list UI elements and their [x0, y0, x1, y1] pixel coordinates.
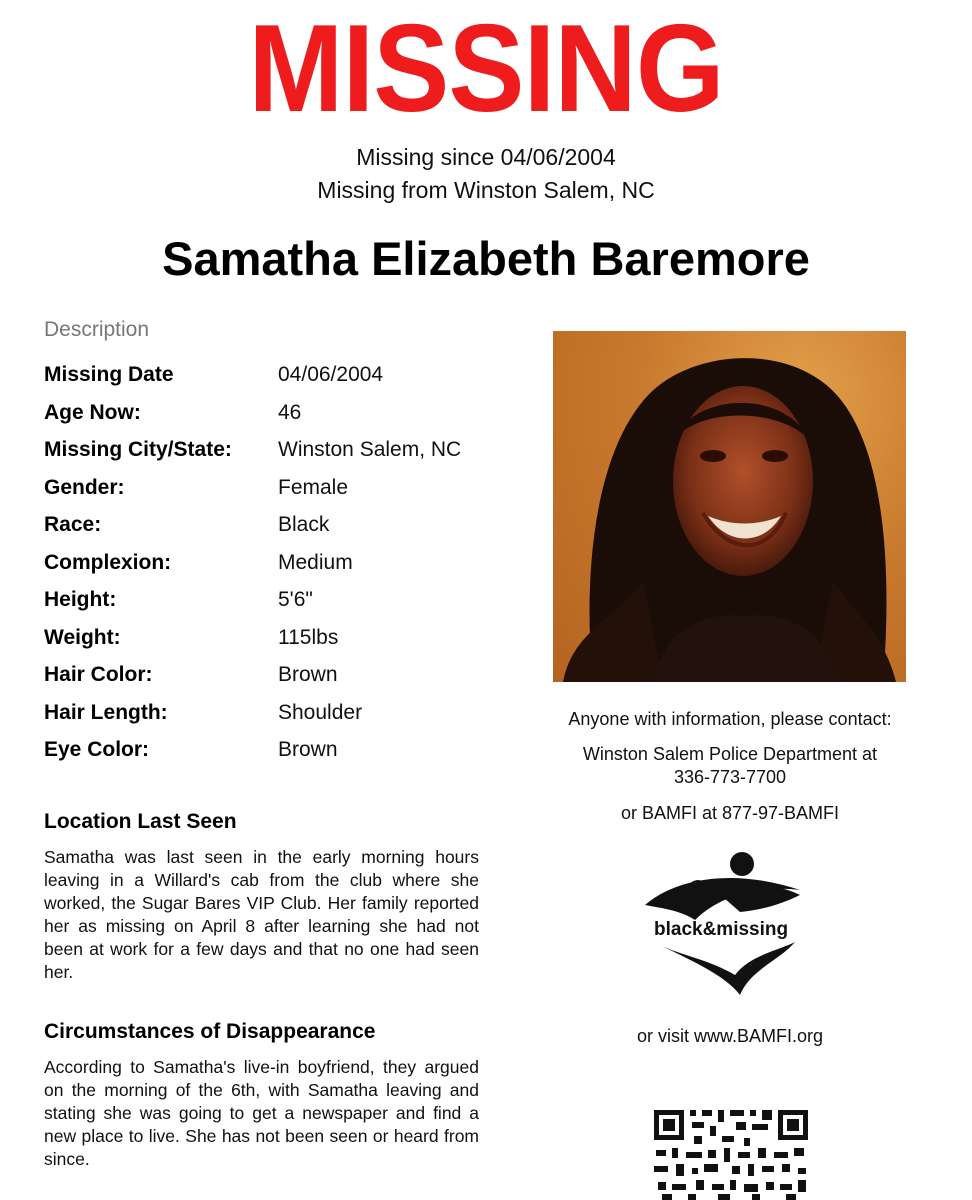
location-text: Samatha was last seen in the early morning hours leaving in a Willard's cab from the club where she worked, the Sugar Bares VIP Club. Her family reported her as missing on April 8 after learning she had not been at work for a few days and that no one had seen her.: [44, 847, 479, 982]
detail-value: Black: [278, 513, 330, 536]
detail-value: Brown: [278, 663, 338, 686]
logo-text: black&missing: [654, 919, 789, 940]
detail-row: [44, 437, 514, 475]
qr-code: [652, 1106, 810, 1200]
detail-label: Eye Color:: [44, 738, 150, 761]
detail-label: Weight:: [44, 625, 121, 649]
detail-row: [44, 512, 514, 550]
details-list: [44, 362, 514, 775]
location-heading: Location Last Seen: [44, 810, 237, 833]
detail-row: [44, 662, 514, 700]
contact-phone: 336-773-7700: [673, 767, 787, 787]
detail-label: Hair Length:: [44, 700, 168, 724]
detail-label: Age Now:: [44, 400, 141, 424]
detail-label: Height:: [44, 588, 117, 611]
detail-value: Medium: [278, 550, 353, 574]
detail-row: [44, 625, 514, 663]
detail-value: Winston Salem, NC: [278, 438, 462, 461]
detail-row: [44, 550, 514, 588]
contact-agency: Winston Salem Police Department at: [582, 744, 878, 764]
contact-intro: Anyone with information, please contact:: [568, 709, 892, 729]
contact-visit: or visit www.BAMFI.org: [636, 1026, 824, 1046]
circumstances-heading: Circumstances of Disappearance: [44, 1020, 376, 1043]
missing-from: Missing from Winston Salem, NC: [317, 177, 655, 203]
contact-bamfi: or BAMFI at 877-97-BAMFI: [620, 803, 840, 823]
detail-label: Race:: [44, 513, 102, 536]
detail-row: [44, 700, 514, 738]
missing-since: Missing since 04/06/2004: [356, 144, 616, 170]
black-and-missing-logo: [640, 850, 810, 1000]
detail-value: Female: [278, 475, 349, 499]
detail-value: 04/06/2004: [278, 363, 384, 386]
circumstances-text: According to Samatha's live-in boyfriend, they argued on the morning of the 6th, with Samatha leaving and stating she was going to get a newspaper and find a new place to live. She has not been seen or heard from since.: [44, 1057, 479, 1169]
detail-label: Missing Date: [44, 363, 174, 386]
detail-value: Brown: [278, 738, 338, 761]
detail-row: [44, 737, 514, 775]
detail-label: Missing City/State:: [44, 438, 232, 461]
detail-label: Gender:: [44, 475, 125, 499]
person-name: Samatha Elizabeth Baremore: [162, 232, 810, 285]
missing-headline: MISSING: [248, 0, 724, 138]
detail-row: [44, 475, 514, 513]
detail-value: 115lbs: [278, 625, 339, 649]
detail-row: [44, 587, 514, 625]
description-heading: Description: [44, 318, 150, 341]
detail-row: [44, 362, 514, 400]
detail-label: Complexion:: [44, 550, 172, 574]
detail-value: 5'6": [278, 588, 313, 611]
detail-row: [44, 400, 514, 438]
detail-label: Hair Color:: [44, 663, 153, 686]
detail-value: Shoulder: [278, 700, 363, 724]
missing-person-photo: [553, 331, 906, 682]
detail-value: 46: [278, 400, 302, 424]
